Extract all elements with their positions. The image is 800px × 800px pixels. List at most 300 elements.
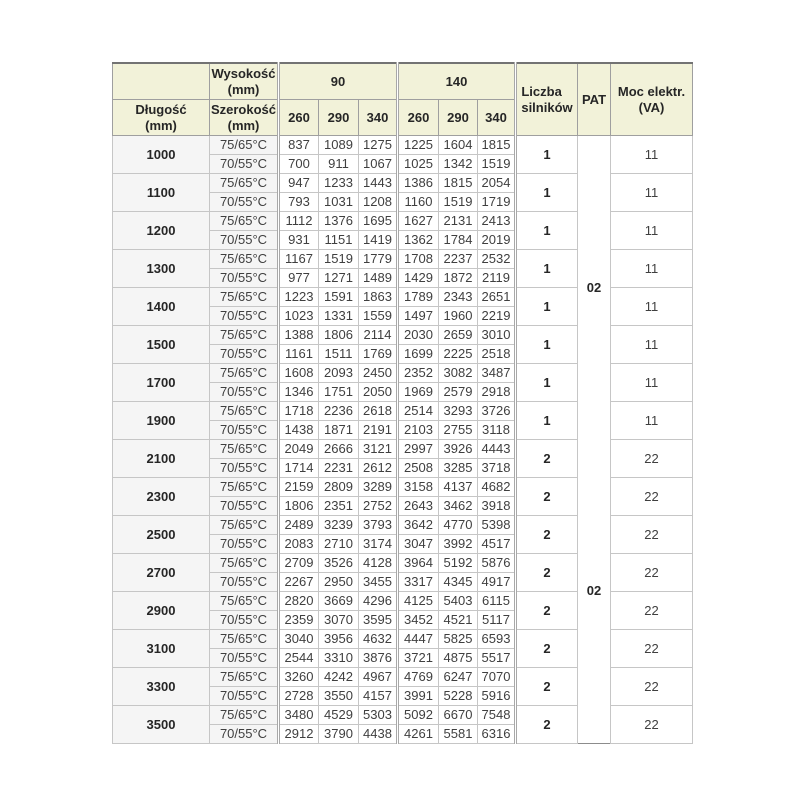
value-cell: 3260 xyxy=(279,668,319,687)
value-cell: 1969 xyxy=(398,383,439,402)
power-cell: 22 xyxy=(611,478,693,516)
value-cell: 4917 xyxy=(478,573,516,592)
header-power-unit: (VA) xyxy=(638,99,665,115)
power-cell: 11 xyxy=(611,136,693,174)
value-cell: 5192 xyxy=(439,554,478,573)
header-row-top xyxy=(113,63,693,100)
value-cell: 1872 xyxy=(439,269,478,288)
length-cell: 1700 xyxy=(113,364,210,402)
value-cell: 1863 xyxy=(359,288,398,307)
temp-cell: 75/65°C xyxy=(210,288,279,307)
length-cell: 1000 xyxy=(113,136,210,174)
value-cell: 1769 xyxy=(359,345,398,364)
value-cell: 6247 xyxy=(439,668,478,687)
temp-cell: 75/65°C xyxy=(210,364,279,383)
table-row xyxy=(113,136,693,155)
value-cell: 3462 xyxy=(439,497,478,516)
value-cell: 3285 xyxy=(439,459,478,478)
value-cell: 1386 xyxy=(398,174,439,193)
value-cell: 1815 xyxy=(439,174,478,193)
length-cell: 1900 xyxy=(113,402,210,440)
motors-cell: 1 xyxy=(516,326,578,364)
length-cell: 3100 xyxy=(113,630,210,668)
value-cell: 4157 xyxy=(359,687,398,706)
value-cell: 2236 xyxy=(319,402,359,421)
value-cell: 1497 xyxy=(398,307,439,326)
length-cell: 2900 xyxy=(113,592,210,630)
value-cell: 4447 xyxy=(398,630,439,649)
value-cell: 2709 xyxy=(279,554,319,573)
header-width-label: Szerokość xyxy=(210,101,277,117)
power-cell: 11 xyxy=(611,174,693,212)
length-cell: 1100 xyxy=(113,174,210,212)
header-height-unit: (mm) xyxy=(227,81,260,97)
value-cell: 1429 xyxy=(398,269,439,288)
value-cell: 1362 xyxy=(398,231,439,250)
spec-table-container xyxy=(112,62,693,744)
power-cell: 11 xyxy=(611,402,693,440)
value-cell: 2659 xyxy=(439,326,478,345)
value-cell: 3926 xyxy=(439,440,478,459)
value-cell: 3040 xyxy=(279,630,319,649)
power-cell: 22 xyxy=(611,592,693,630)
value-cell: 1806 xyxy=(319,326,359,345)
temp-cell: 75/65°C xyxy=(210,516,279,535)
value-cell: 1388 xyxy=(279,326,319,345)
value-cell: 4125 xyxy=(398,592,439,611)
temp-cell: 75/65°C xyxy=(210,668,279,687)
value-cell: 5117 xyxy=(478,611,516,630)
value-cell: 3964 xyxy=(398,554,439,573)
motors-cell: 1 xyxy=(516,212,578,250)
power-cell: 22 xyxy=(611,706,693,744)
temp-cell: 70/55°C xyxy=(210,573,279,592)
temp-cell: 70/55°C xyxy=(210,383,279,402)
spec-table-body xyxy=(113,136,693,744)
value-cell: 4682 xyxy=(478,478,516,497)
value-cell: 6670 xyxy=(439,706,478,725)
value-cell: 1960 xyxy=(439,307,478,326)
power-cell: 22 xyxy=(611,554,693,592)
corner-cell xyxy=(113,63,210,100)
value-cell: 1376 xyxy=(319,212,359,231)
value-cell: 1067 xyxy=(359,155,398,174)
value-cell: 931 xyxy=(279,231,319,250)
value-cell: 5303 xyxy=(359,706,398,725)
motors-cell: 1 xyxy=(516,288,578,326)
value-cell: 2912 xyxy=(279,725,319,744)
power-cell: 11 xyxy=(611,250,693,288)
value-cell: 1608 xyxy=(279,364,319,383)
value-cell: 5092 xyxy=(398,706,439,725)
temp-cell: 75/65°C xyxy=(210,212,279,231)
value-cell: 3487 xyxy=(478,364,516,383)
value-cell: 3721 xyxy=(398,649,439,668)
value-cell: 1151 xyxy=(319,231,359,250)
pat-cell: 02 xyxy=(578,440,611,744)
motors-cell: 2 xyxy=(516,516,578,554)
value-cell: 3317 xyxy=(398,573,439,592)
value-cell: 3550 xyxy=(319,687,359,706)
value-cell: 5517 xyxy=(478,649,516,668)
header-width-260-b: 260 xyxy=(398,100,439,136)
value-cell: 2083 xyxy=(279,535,319,554)
value-cell: 837 xyxy=(279,136,319,155)
motors-cell: 1 xyxy=(516,364,578,402)
value-cell: 1806 xyxy=(279,497,319,516)
value-cell: 3455 xyxy=(359,573,398,592)
temp-cell: 75/65°C xyxy=(210,174,279,193)
value-cell: 1699 xyxy=(398,345,439,364)
power-cell: 11 xyxy=(611,212,693,250)
temp-cell: 70/55°C xyxy=(210,193,279,212)
header-height xyxy=(210,63,279,100)
value-cell: 2030 xyxy=(398,326,439,345)
value-cell: 2514 xyxy=(398,402,439,421)
value-cell: 3526 xyxy=(319,554,359,573)
power-cell: 22 xyxy=(611,668,693,706)
temp-cell: 70/55°C xyxy=(210,155,279,174)
header-width-260-a: 260 xyxy=(279,100,319,136)
temp-cell: 75/65°C xyxy=(210,478,279,497)
value-cell: 2489 xyxy=(279,516,319,535)
value-cell: 2710 xyxy=(319,535,359,554)
value-cell: 3082 xyxy=(439,364,478,383)
temp-cell: 75/65°C xyxy=(210,592,279,611)
value-cell: 1604 xyxy=(439,136,478,155)
value-cell: 1167 xyxy=(279,250,319,269)
value-cell: 1161 xyxy=(279,345,319,364)
value-cell: 4296 xyxy=(359,592,398,611)
value-cell: 2054 xyxy=(478,174,516,193)
value-cell: 3718 xyxy=(478,459,516,478)
value-cell: 1784 xyxy=(439,231,478,250)
value-cell: 947 xyxy=(279,174,319,193)
value-cell: 2131 xyxy=(439,212,478,231)
value-cell: 1208 xyxy=(359,193,398,212)
value-cell: 4242 xyxy=(319,668,359,687)
value-cell: 1225 xyxy=(398,136,439,155)
value-cell: 2579 xyxy=(439,383,478,402)
value-cell: 7070 xyxy=(478,668,516,687)
value-cell: 1025 xyxy=(398,155,439,174)
power-cell: 11 xyxy=(611,288,693,326)
value-cell: 3793 xyxy=(359,516,398,535)
value-cell: 1489 xyxy=(359,269,398,288)
temp-cell: 75/65°C xyxy=(210,402,279,421)
motors-cell: 1 xyxy=(516,402,578,440)
value-cell: 2532 xyxy=(478,250,516,269)
motors-cell: 2 xyxy=(516,478,578,516)
value-cell: 2918 xyxy=(478,383,516,402)
temp-cell: 75/65°C xyxy=(210,136,279,155)
value-cell: 3118 xyxy=(478,421,516,440)
value-cell: 977 xyxy=(279,269,319,288)
value-cell: 2343 xyxy=(439,288,478,307)
value-cell: 1519 xyxy=(319,250,359,269)
value-cell: 2651 xyxy=(478,288,516,307)
header-motors-text xyxy=(521,84,572,116)
value-cell: 700 xyxy=(279,155,319,174)
value-cell: 2809 xyxy=(319,478,359,497)
value-cell: 1789 xyxy=(398,288,439,307)
value-cell: 4521 xyxy=(439,611,478,630)
motors-cell: 1 xyxy=(516,250,578,288)
value-cell: 1719 xyxy=(478,193,516,212)
value-cell: 5398 xyxy=(478,516,516,535)
length-cell: 2700 xyxy=(113,554,210,592)
value-cell: 2191 xyxy=(359,421,398,440)
value-cell: 1591 xyxy=(319,288,359,307)
value-cell: 3991 xyxy=(398,687,439,706)
value-cell: 2114 xyxy=(359,326,398,345)
temp-cell: 75/65°C xyxy=(210,250,279,269)
motors-cell: 2 xyxy=(516,668,578,706)
value-cell: 3956 xyxy=(319,630,359,649)
value-cell: 2755 xyxy=(439,421,478,440)
value-cell: 4517 xyxy=(478,535,516,554)
length-cell: 2500 xyxy=(113,516,210,554)
value-cell: 1233 xyxy=(319,174,359,193)
temp-cell: 70/55°C xyxy=(210,535,279,554)
value-cell: 6593 xyxy=(478,630,516,649)
value-cell: 1275 xyxy=(359,136,398,155)
spec-table xyxy=(112,62,693,744)
value-cell: 1815 xyxy=(478,136,516,155)
value-cell: 4128 xyxy=(359,554,398,573)
pat-cell: 02 xyxy=(578,136,611,440)
power-cell: 22 xyxy=(611,630,693,668)
header-width xyxy=(210,100,279,136)
temp-cell: 70/55°C xyxy=(210,307,279,326)
header-power-label: Moc elektr. xyxy=(617,83,686,99)
value-cell: 3293 xyxy=(439,402,478,421)
value-cell: 6115 xyxy=(478,592,516,611)
value-cell: 3070 xyxy=(319,611,359,630)
temp-cell: 70/55°C xyxy=(210,649,279,668)
header-height-90: 90 xyxy=(279,63,398,100)
header-width-unit: (mm) xyxy=(227,117,260,133)
value-cell: 1438 xyxy=(279,421,319,440)
value-cell: 2728 xyxy=(279,687,319,706)
value-cell: 1271 xyxy=(319,269,359,288)
value-cell: 4438 xyxy=(359,725,398,744)
value-cell: 6316 xyxy=(478,725,516,744)
value-cell: 2508 xyxy=(398,459,439,478)
temp-cell: 75/65°C xyxy=(210,706,279,725)
length-cell: 2300 xyxy=(113,478,210,516)
header-height-140: 140 xyxy=(398,63,516,100)
table-row xyxy=(113,440,693,459)
value-cell: 4345 xyxy=(439,573,478,592)
value-cell: 2820 xyxy=(279,592,319,611)
value-cell: 2119 xyxy=(478,269,516,288)
power-cell: 11 xyxy=(611,364,693,402)
value-cell: 4770 xyxy=(439,516,478,535)
header-length xyxy=(113,100,210,136)
value-cell: 2050 xyxy=(359,383,398,402)
length-cell: 3300 xyxy=(113,668,210,706)
value-cell: 2544 xyxy=(279,649,319,668)
value-cell: 1718 xyxy=(279,402,319,421)
value-cell: 2643 xyxy=(398,497,439,516)
value-cell: 2219 xyxy=(478,307,516,326)
value-cell: 3010 xyxy=(478,326,516,345)
value-cell: 1419 xyxy=(359,231,398,250)
value-cell: 1559 xyxy=(359,307,398,326)
value-cell: 911 xyxy=(319,155,359,174)
value-cell: 3992 xyxy=(439,535,478,554)
value-cell: 3158 xyxy=(398,478,439,497)
value-cell: 2267 xyxy=(279,573,319,592)
value-cell: 4875 xyxy=(439,649,478,668)
value-cell: 1714 xyxy=(279,459,319,478)
motors-cell: 2 xyxy=(516,706,578,744)
value-cell: 3642 xyxy=(398,516,439,535)
value-cell: 5228 xyxy=(439,687,478,706)
value-cell: 2618 xyxy=(359,402,398,421)
value-cell: 2231 xyxy=(319,459,359,478)
value-cell: 2450 xyxy=(359,364,398,383)
value-cell: 2049 xyxy=(279,440,319,459)
value-cell: 1023 xyxy=(279,307,319,326)
length-cell: 3500 xyxy=(113,706,210,744)
value-cell: 1519 xyxy=(478,155,516,174)
header-width-290-a: 290 xyxy=(319,100,359,136)
temp-cell: 70/55°C xyxy=(210,611,279,630)
value-cell: 2359 xyxy=(279,611,319,630)
temp-cell: 70/55°C xyxy=(210,687,279,706)
header-motors-label: Liczba xyxy=(521,83,562,99)
value-cell: 2413 xyxy=(478,212,516,231)
motors-cell: 2 xyxy=(516,592,578,630)
value-cell: 1695 xyxy=(359,212,398,231)
value-cell: 7548 xyxy=(478,706,516,725)
value-cell: 1519 xyxy=(439,193,478,212)
motors-cell: 1 xyxy=(516,174,578,212)
header-length-unit: (mm) xyxy=(145,117,177,133)
value-cell: 2950 xyxy=(319,573,359,592)
value-cell: 2352 xyxy=(398,364,439,383)
value-cell: 2518 xyxy=(478,345,516,364)
value-cell: 3918 xyxy=(478,497,516,516)
value-cell: 1160 xyxy=(398,193,439,212)
value-cell: 1346 xyxy=(279,383,319,402)
value-cell: 3726 xyxy=(478,402,516,421)
value-cell: 2351 xyxy=(319,497,359,516)
temp-cell: 70/55°C xyxy=(210,459,279,478)
value-cell: 4529 xyxy=(319,706,359,725)
value-cell: 4261 xyxy=(398,725,439,744)
value-cell: 4632 xyxy=(359,630,398,649)
value-cell: 1331 xyxy=(319,307,359,326)
value-cell: 4967 xyxy=(359,668,398,687)
temp-cell: 70/55°C xyxy=(210,345,279,364)
length-cell: 1200 xyxy=(113,212,210,250)
value-cell: 3239 xyxy=(319,516,359,535)
value-cell: 2752 xyxy=(359,497,398,516)
value-cell: 1627 xyxy=(398,212,439,231)
value-cell: 3790 xyxy=(319,725,359,744)
value-cell: 2159 xyxy=(279,478,319,497)
value-cell: 3310 xyxy=(319,649,359,668)
value-cell: 4769 xyxy=(398,668,439,687)
value-cell: 5876 xyxy=(478,554,516,573)
value-cell: 4443 xyxy=(478,440,516,459)
header-width-290-b: 290 xyxy=(439,100,478,136)
value-cell: 5581 xyxy=(439,725,478,744)
value-cell: 1708 xyxy=(398,250,439,269)
length-cell: 1400 xyxy=(113,288,210,326)
temp-cell: 75/65°C xyxy=(210,554,279,573)
header-power xyxy=(611,63,693,136)
value-cell: 2093 xyxy=(319,364,359,383)
value-cell: 2225 xyxy=(439,345,478,364)
value-cell: 5916 xyxy=(478,687,516,706)
value-cell: 3121 xyxy=(359,440,398,459)
value-cell: 1871 xyxy=(319,421,359,440)
power-cell: 22 xyxy=(611,440,693,478)
value-cell: 1443 xyxy=(359,174,398,193)
value-cell: 2103 xyxy=(398,421,439,440)
length-cell: 1300 xyxy=(113,250,210,288)
value-cell: 3480 xyxy=(279,706,319,725)
value-cell: 5403 xyxy=(439,592,478,611)
value-cell: 3452 xyxy=(398,611,439,630)
value-cell: 793 xyxy=(279,193,319,212)
temp-cell: 75/65°C xyxy=(210,630,279,649)
value-cell: 2612 xyxy=(359,459,398,478)
value-cell: 3595 xyxy=(359,611,398,630)
power-cell: 22 xyxy=(611,516,693,554)
value-cell: 3876 xyxy=(359,649,398,668)
temp-cell: 75/65°C xyxy=(210,440,279,459)
motors-cell: 2 xyxy=(516,630,578,668)
value-cell: 3047 xyxy=(398,535,439,554)
length-cell: 1500 xyxy=(113,326,210,364)
temp-cell: 75/65°C xyxy=(210,326,279,345)
temp-cell: 70/55°C xyxy=(210,421,279,440)
value-cell: 2997 xyxy=(398,440,439,459)
header-width-340-a: 340 xyxy=(359,100,398,136)
value-cell: 1031 xyxy=(319,193,359,212)
motors-cell: 2 xyxy=(516,440,578,478)
value-cell: 1342 xyxy=(439,155,478,174)
header-length-label: Długość xyxy=(135,101,187,117)
power-cell: 11 xyxy=(611,326,693,364)
temp-cell: 70/55°C xyxy=(210,269,279,288)
header-width-340-b: 340 xyxy=(478,100,516,136)
header-height-label: Wysokość xyxy=(211,65,276,81)
value-cell: 1779 xyxy=(359,250,398,269)
value-cell: 1511 xyxy=(319,345,359,364)
value-cell: 2237 xyxy=(439,250,478,269)
spec-table-header xyxy=(113,63,693,136)
value-cell: 2019 xyxy=(478,231,516,250)
value-cell: 3289 xyxy=(359,478,398,497)
value-cell: 3669 xyxy=(319,592,359,611)
temp-cell: 70/55°C xyxy=(210,231,279,250)
value-cell: 1751 xyxy=(319,383,359,402)
value-cell: 1089 xyxy=(319,136,359,155)
header-motors-unit: silników xyxy=(521,99,573,115)
header-pat: PAT xyxy=(578,63,611,136)
value-cell: 1223 xyxy=(279,288,319,307)
temp-cell: 70/55°C xyxy=(210,497,279,516)
motors-cell: 1 xyxy=(516,136,578,174)
length-cell: 2100 xyxy=(113,440,210,478)
value-cell: 3174 xyxy=(359,535,398,554)
